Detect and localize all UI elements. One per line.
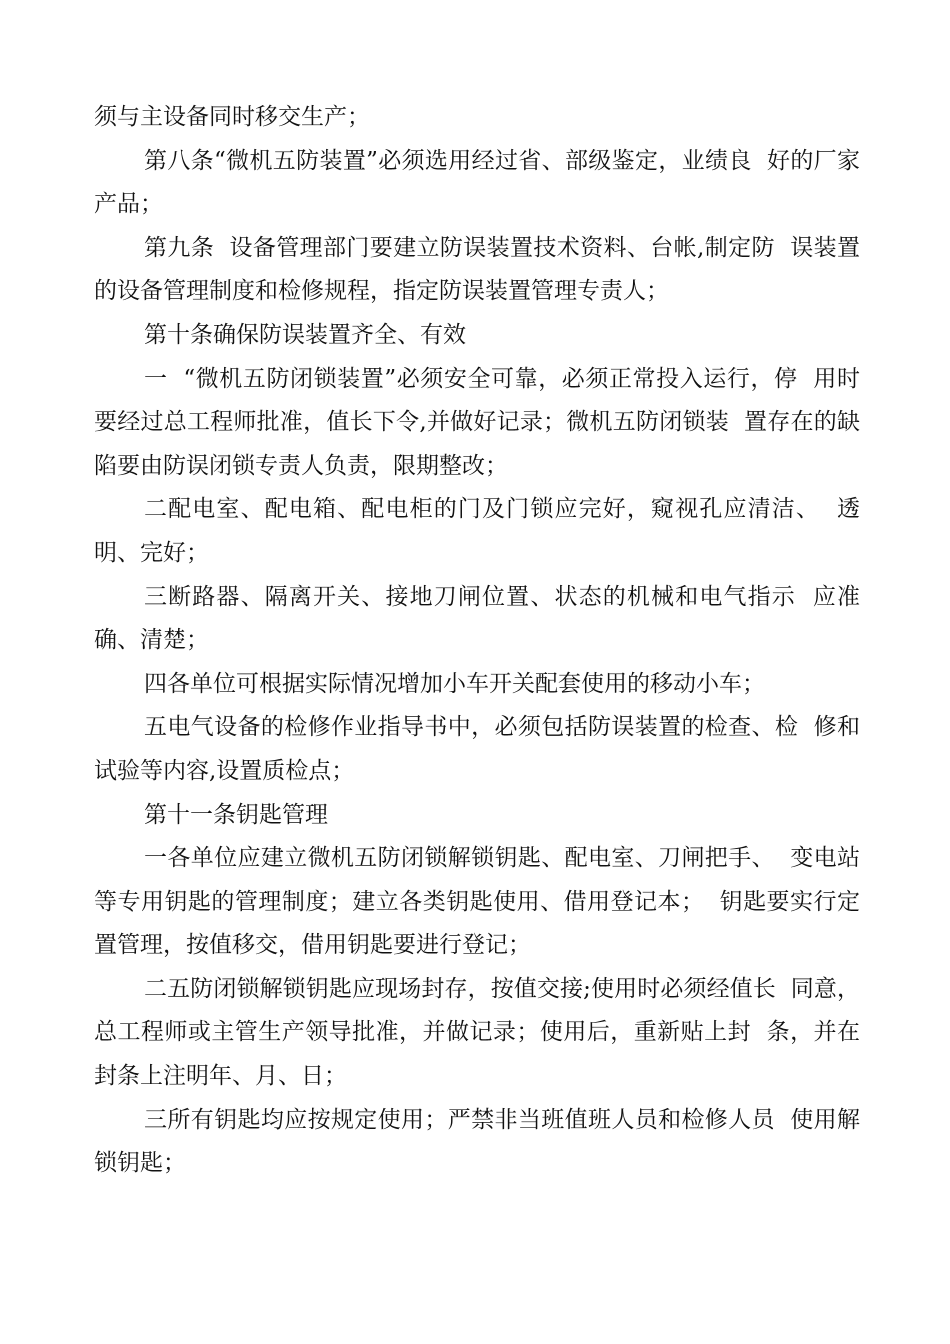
paragraph-article-10-item-2: 二配电室、配电箱、配电柜的门及门锁应完好，窥视孔应清洁、 透明、完好； [94, 496, 860, 566]
paragraph-article-11-item-2: 二五防闭锁解锁钥匙应现场封存，按值交接;使用时必须经值长 同意，总工程师或主管生产领导批准，并做记录；使用后，重新贴上封 条，并在封条上注明年、月、日； [94, 975, 860, 1090]
paragraph-continuation: 须与主设备同时移交生产； [94, 104, 370, 130]
paragraph-article-11-item-3: 三所有钥匙均应按规定使用；严禁非当班值班人员和检修人员 使用解锁钥匙； [94, 1106, 860, 1177]
paragraph-article-10-item-1: 一 “微机五防闭锁装置”必须安全可靠，必须正常投入运行，停 用时要经过总工程师批准，值长下令,并做好记录；微机五防闭锁装 置存在的缺陷要由防误闭锁专责人负责，限期整改； [94, 365, 860, 479]
paragraph-article-10-heading: 第十条确保防误装置齐全、有效 [144, 321, 466, 348]
paragraph-article-10-item-5: 五电气设备的检修作业指导书中，必须包括防误装置的检查、检 修和试验等内容,设置质检点； [94, 714, 860, 784]
paragraph-article-11-item-1: 一各单位应建立微机五防闭锁解锁钥匙、配电室、刀闸把手、 变电站等专用钥匙的管理制度；建立各类钥匙使用、借用登记本； 钥匙要实行定置管理，按值移交，借用钥匙要进行登记； [94, 845, 860, 959]
paragraph-article-11-heading: 第十一条钥匙管理 [144, 801, 328, 828]
paragraph-article-10-item-4: 四各单位可根据实际情况增加小车开关配套使用的移动小车； [144, 670, 765, 697]
paragraph-article-10-item-3: 三断路器、隔离开关、接地刀闸位置、状态的机械和电气指示 应准确、清楚； [94, 583, 860, 654]
paragraph-article-8: 第八条“微机五防装置”必须选用经过省、部级鉴定，业绩良 好的厂家产品； [94, 147, 860, 218]
paragraph-article-9: 第九条 设备管理部门要建立防误装置技术资料、台帐,制定防 误装置的设备管理制度和检修规程，指定防误装置管理专责人； [94, 234, 860, 305]
document-body [94, 96, 860, 1186]
